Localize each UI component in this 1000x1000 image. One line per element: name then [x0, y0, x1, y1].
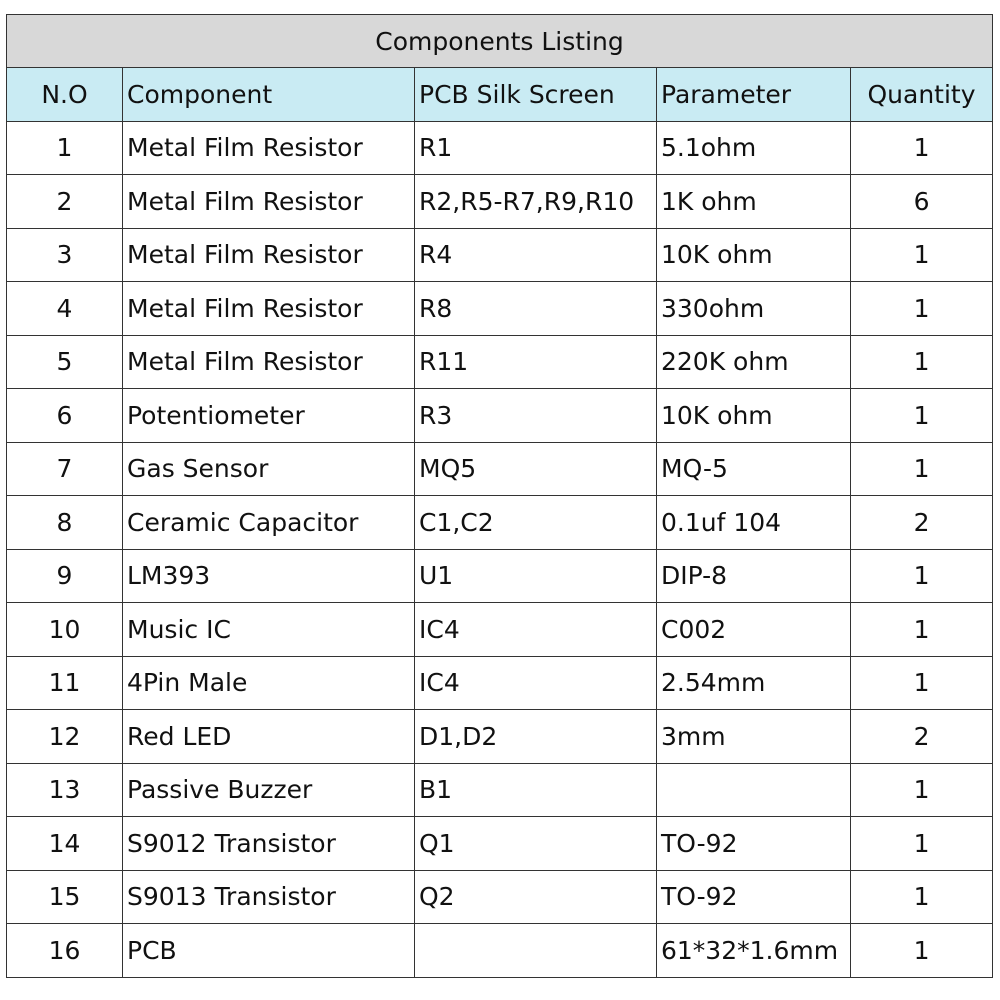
cell-parameter: 61*32*1.6mm [657, 924, 851, 978]
cell-silk-screen: B1 [415, 763, 657, 817]
cell-quantity: 1 [851, 656, 993, 710]
cell-no: 1 [7, 121, 123, 175]
table-row [7, 496, 993, 550]
cell-silk-screen [415, 924, 657, 978]
cell-component: LM393 [123, 549, 415, 603]
cell-parameter: 10K ohm [657, 228, 851, 282]
cell-silk-screen: R8 [415, 282, 657, 336]
cell-quantity: 1 [851, 121, 993, 175]
table-row [7, 549, 993, 603]
table-row [7, 335, 993, 389]
cell-parameter: 2.54mm [657, 656, 851, 710]
cell-no: 4 [7, 282, 123, 336]
cell-silk-screen: Q1 [415, 817, 657, 871]
cell-component: 4Pin Male [123, 656, 415, 710]
cell-quantity: 1 [851, 763, 993, 817]
table-row [7, 389, 993, 443]
header-component: Component [123, 68, 415, 122]
table-row [7, 282, 993, 336]
cell-component: Metal Film Resistor [123, 335, 415, 389]
cell-quantity: 6 [851, 175, 993, 229]
cell-silk-screen: R3 [415, 389, 657, 443]
cell-no: 6 [7, 389, 123, 443]
cell-silk-screen: IC4 [415, 603, 657, 657]
header-quantity: Quantity [851, 68, 993, 122]
cell-quantity: 1 [851, 282, 993, 336]
header-row [7, 68, 993, 122]
cell-quantity: 1 [851, 549, 993, 603]
table-row [7, 442, 993, 496]
cell-component: Metal Film Resistor [123, 282, 415, 336]
cell-no: 16 [7, 924, 123, 978]
cell-silk-screen: R2,R5-R7,R9,R10 [415, 175, 657, 229]
cell-component: Metal Film Resistor [123, 228, 415, 282]
cell-silk-screen: R11 [415, 335, 657, 389]
cell-silk-screen: R4 [415, 228, 657, 282]
cell-quantity: 1 [851, 817, 993, 871]
cell-quantity: 2 [851, 710, 993, 764]
table-row [7, 763, 993, 817]
cell-no: 15 [7, 870, 123, 924]
cell-silk-screen: IC4 [415, 656, 657, 710]
cell-no: 8 [7, 496, 123, 550]
cell-parameter: TO-92 [657, 870, 851, 924]
cell-parameter: MQ-5 [657, 442, 851, 496]
cell-quantity: 1 [851, 870, 993, 924]
cell-component: Ceramic Capacitor [123, 496, 415, 550]
cell-no: 5 [7, 335, 123, 389]
cell-parameter: TO-92 [657, 817, 851, 871]
cell-quantity: 1 [851, 389, 993, 443]
cell-component: S9012 Transistor [123, 817, 415, 871]
cell-parameter: 1K ohm [657, 175, 851, 229]
table-row [7, 710, 993, 764]
cell-no: 12 [7, 710, 123, 764]
cell-no: 11 [7, 656, 123, 710]
header-silk-screen: PCB Silk Screen [415, 68, 657, 122]
cell-parameter: 0.1uf 104 [657, 496, 851, 550]
cell-quantity: 1 [851, 335, 993, 389]
cell-no: 7 [7, 442, 123, 496]
table-row [7, 817, 993, 871]
cell-parameter: 220K ohm [657, 335, 851, 389]
table-row [7, 924, 993, 978]
cell-silk-screen: U1 [415, 549, 657, 603]
table-row [7, 175, 993, 229]
table-title: Components Listing [7, 15, 993, 68]
cell-component: Red LED [123, 710, 415, 764]
cell-parameter: 10K ohm [657, 389, 851, 443]
table-row [7, 603, 993, 657]
cell-quantity: 1 [851, 442, 993, 496]
table-row [7, 228, 993, 282]
cell-silk-screen: MQ5 [415, 442, 657, 496]
cell-parameter: C002 [657, 603, 851, 657]
cell-quantity: 1 [851, 603, 993, 657]
cell-silk-screen: D1,D2 [415, 710, 657, 764]
cell-no: 9 [7, 549, 123, 603]
cell-silk-screen: C1,C2 [415, 496, 657, 550]
cell-no: 13 [7, 763, 123, 817]
cell-quantity: 1 [851, 924, 993, 978]
header-parameter: Parameter [657, 68, 851, 122]
cell-quantity: 2 [851, 496, 993, 550]
cell-parameter: 3mm [657, 710, 851, 764]
cell-no: 10 [7, 603, 123, 657]
cell-no: 14 [7, 817, 123, 871]
table-row [7, 656, 993, 710]
cell-parameter: DIP-8 [657, 549, 851, 603]
cell-quantity: 1 [851, 228, 993, 282]
cell-component: PCB [123, 924, 415, 978]
cell-no: 3 [7, 228, 123, 282]
cell-component: S9013 Transistor [123, 870, 415, 924]
cell-silk-screen: Q2 [415, 870, 657, 924]
cell-component: Metal Film Resistor [123, 121, 415, 175]
cell-component: Music IC [123, 603, 415, 657]
components-table [6, 14, 993, 978]
table-row [7, 121, 993, 175]
cell-parameter: 5.1ohm [657, 121, 851, 175]
table-row [7, 870, 993, 924]
header-no: N.O [7, 68, 123, 122]
cell-parameter [657, 763, 851, 817]
cell-component: Gas Sensor [123, 442, 415, 496]
cell-component: Potentiometer [123, 389, 415, 443]
cell-component: Passive Buzzer [123, 763, 415, 817]
cell-component: Metal Film Resistor [123, 175, 415, 229]
cell-silk-screen: R1 [415, 121, 657, 175]
cell-parameter: 330ohm [657, 282, 851, 336]
cell-no: 2 [7, 175, 123, 229]
